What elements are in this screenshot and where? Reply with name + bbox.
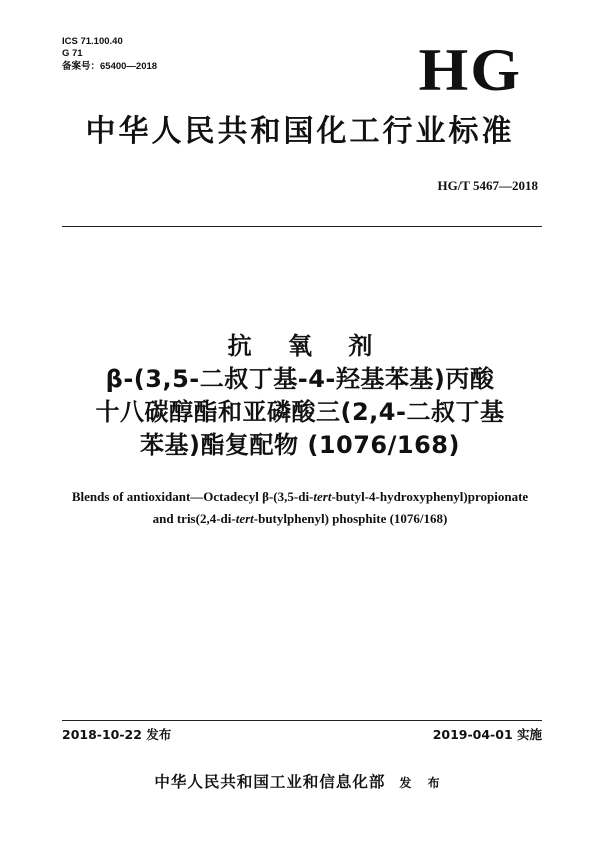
title-en-line-1-part-c: -butyl-4-hydroxyphenyl)propionate [331, 489, 529, 504]
issue-date: 2018-10-22 发布 [62, 727, 172, 742]
title-en-line-2-italic: tert [235, 511, 254, 526]
title-en-line-1 [0, 486, 600, 508]
title-en-line-1-italic: tert [313, 489, 332, 504]
title-en-line-2-part-a: and tris(2,4-di- [152, 511, 236, 526]
title-cn-line-2: β-(3,5-二叔丁基-4-羟基苯基)丙酸 [105, 365, 495, 393]
hg-logo: HG [418, 35, 522, 104]
top-divider [62, 226, 542, 227]
publisher [0, 770, 600, 792]
publisher-name: 中华人民共和国工业和信息化部 [154, 773, 386, 791]
title-cn-line-3: 十八碳醇酯和亚磷酸三(2,4-二叔丁基 [95, 398, 505, 426]
title-en-line-1-part-a: Blends of antioxidant—Octadecyl β-(3,5-di- [71, 489, 314, 504]
standard-title: 中华人民共和国化工行业标准 [85, 114, 515, 149]
title-en-line-2 [0, 508, 600, 530]
bottom-divider [62, 720, 542, 721]
document-title-en [0, 486, 600, 530]
standard-code: HG/T 5467—2018 [437, 178, 538, 193]
ccs-code: G 71 [62, 48, 83, 59]
implementation-date: 2019-04-01 实施 [432, 727, 542, 742]
title-cn-line-1: 抗 氧 剂 [227, 332, 387, 360]
document-title-cn [0, 330, 600, 462]
title-en-line-2-part-c: -butylphenyl) phosphite (1076/168) [253, 511, 448, 526]
title-cn-line-4: 苯基)酯复配物 (1076/168) [140, 431, 460, 459]
publisher-suffix: 发 布 [399, 776, 446, 790]
ics-code: ICS 71.100.40 [62, 36, 123, 47]
filing-number: 备案号：65400—2018 [62, 61, 158, 72]
